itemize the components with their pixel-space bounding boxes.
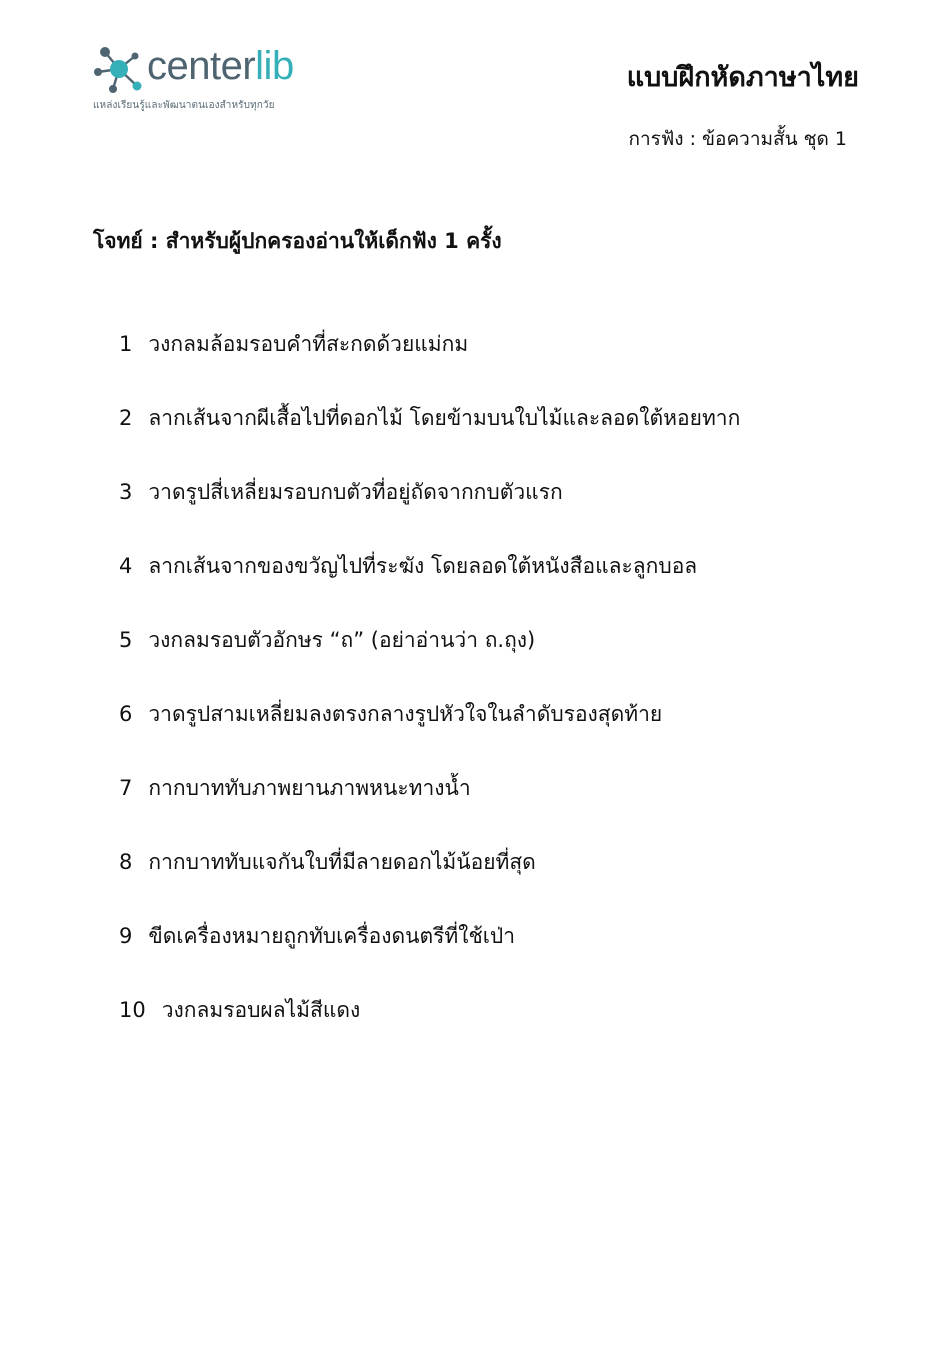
item-number: 1: [119, 332, 133, 356]
exercise-item: [119, 400, 740, 474]
item-text: กากบาททับแจกันใบที่มีลายดอกไม้น้อยที่สุด: [148, 850, 536, 874]
item-text: วงกลมล้อมรอบคำที่สะกดด้วยแม่กม: [148, 332, 469, 356]
exercise-item: [119, 326, 740, 400]
item-number: 4: [119, 554, 133, 578]
item-text: วาดรูปสามเหลี่ยมลงตรงกลางรูปหัวใจในลำดับรองสุดท้าย: [148, 702, 663, 726]
item-text: วาดรูปสี่เหลี่ยมรอบกบตัวที่อยู่ถัดจากกบตัวแรก: [148, 480, 563, 504]
item-number: 8: [119, 850, 133, 874]
item-text: ลากเส้นจากของขวัญไปที่ระฆัง โดยลอดใต้หนังสือและลูกบอล: [148, 554, 698, 578]
item-number: 6: [119, 702, 133, 726]
item-number: 9: [119, 924, 133, 948]
molecule-logo-icon: [93, 42, 145, 94]
item-number: 7: [119, 776, 133, 800]
exercise-item: [119, 844, 740, 918]
exercise-item: [119, 622, 740, 696]
item-number: 10: [119, 998, 146, 1022]
centerlib-logo: [93, 40, 343, 120]
logo-word-lib: lib: [255, 44, 294, 88]
instruction: โจทย์ : สำหรับผู้ปกครองอ่านให้เด็กฟัง 1 ครั้ง: [93, 229, 502, 253]
item-number: 2: [119, 406, 133, 430]
exercise-item: [119, 992, 740, 1066]
item-number: 5: [119, 628, 133, 652]
item-text: วงกลมรอบตัวอักษร “ถ” (อย่าอ่านว่า ถ.ถุง): [148, 628, 536, 652]
page-title: แบบฝึกหัดภาษาไทย: [626, 62, 859, 93]
logo-tagline: แหล่งเรียนรู้และพัฒนาตนเองสำหรับทุกวัย: [93, 100, 275, 111]
exercise-item: [119, 918, 740, 992]
item-number: 3: [119, 480, 133, 504]
exercise-list: [119, 326, 740, 1066]
exercise-item: [119, 770, 740, 844]
logo-wordmark: [147, 42, 294, 90]
logo-word-center: center: [147, 44, 256, 88]
page-subtitle: การฟัง : ข้อความสั้น ชุด 1: [628, 128, 847, 150]
exercise-item: [119, 548, 740, 622]
exercise-item: [119, 474, 740, 548]
exercise-item: [119, 696, 740, 770]
item-text: วงกลมรอบผลไม้สีแดง: [161, 998, 361, 1022]
item-text: ลากเส้นจากผีเสื้อไปที่ดอกไม้ โดยข้ามบนใบไม้และลอดใต้หอยทาก: [148, 406, 741, 430]
item-text: ขีดเครื่องหมายถูกทับเครื่องดนตรีที่ใช้เป่า: [148, 924, 516, 948]
item-text: กากบาททับภาพยานภาพหนะทางน้ำ: [148, 776, 471, 800]
